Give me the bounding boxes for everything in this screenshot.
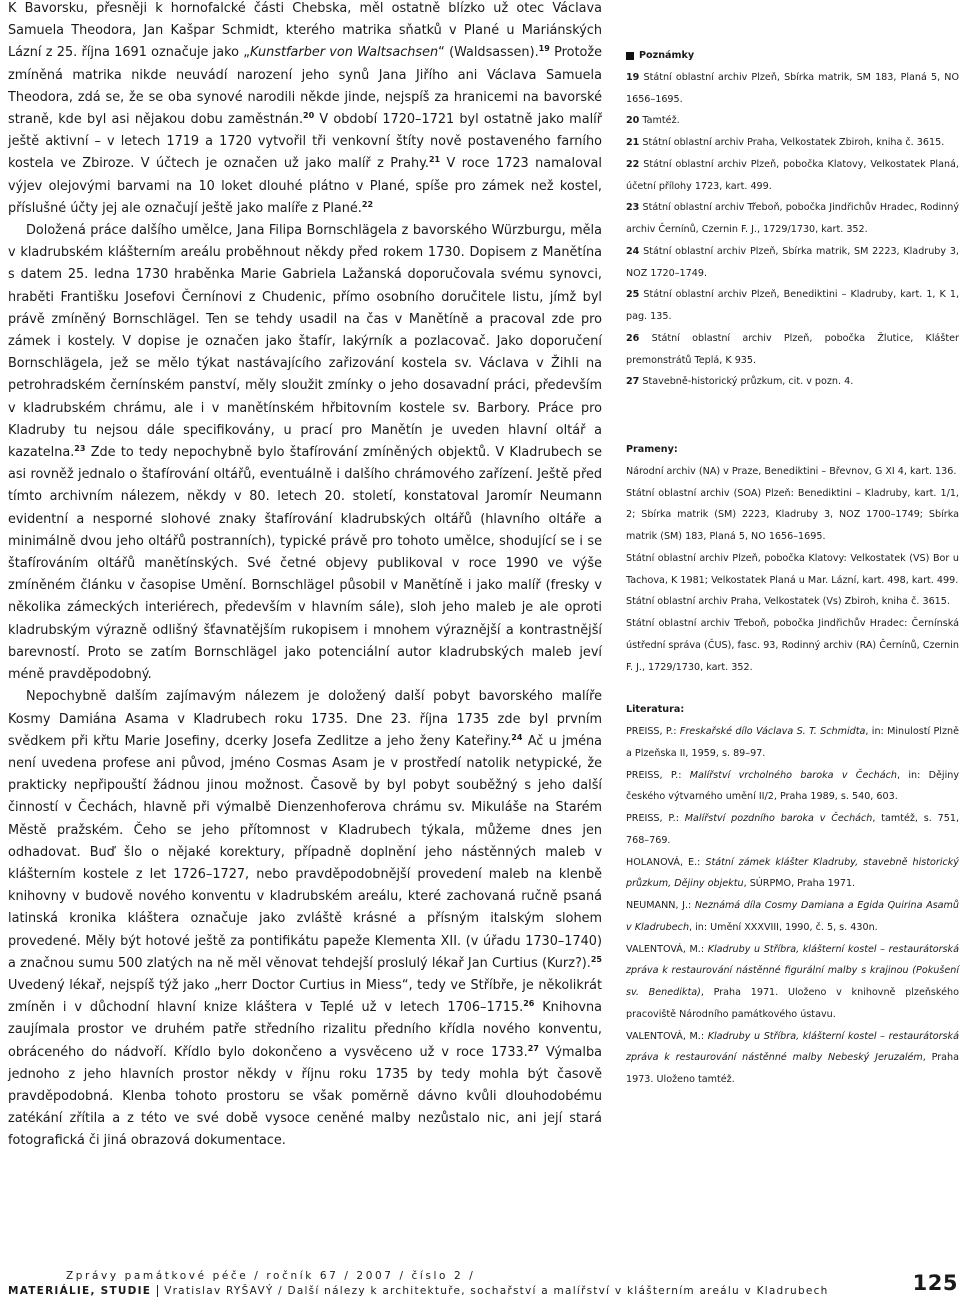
paragraph <box>8 220 602 686</box>
text: Výmalba jednoho z jeho hlavních prostor někdy v říjnu roku 1735 by tedy mohla být časově pravděpodobná. Klenba tohoto prostoru se však poměrně dávno kvůli dlouhodobému zatékání zřítila a z této ve své době vysoce ceněné malby nezůstalo nic, ani její stará fotografická či jiná obrazová dokumentace. <box>8 1044 602 1149</box>
literature-author: VALENTOVÁ, M.: <box>626 1030 708 1042</box>
literature-item <box>626 852 959 896</box>
italic-text: Kunstfarber von Waltsachsen <box>249 45 439 61</box>
note-item <box>626 284 959 328</box>
literature-item <box>626 808 959 852</box>
text: Uvedený lékař, nejspíš týž jako „herr Doctor Curtius in Miess“, tedy ve Stříbře, je několikrát zmíněn i v důchodní hlavní knize kláštera v Teplé už v letech 1706–1715. <box>8 977 602 1016</box>
section-label: MATERIÁLIE, STUDIE <box>8 1285 152 1297</box>
notes-list <box>626 67 959 393</box>
main-text <box>8 0 602 1153</box>
note-number: 24 <box>626 245 640 257</box>
note-item <box>626 241 959 285</box>
source-item: Národní archiv (NA) v Praze, Benediktini – Břevnov, G XI 4, kart. 136. <box>626 465 957 477</box>
text: Ač u jména není uvedena profese ani původ, jméno Cosmas Asam je v prostředí natolik netypické, že prakticky nepřipouští žádnou jinou možnost. Časově by byl pobyt souběžný s jeho další činností v Čechách, hlavně při výmalbě Dienzenhoferova chrámu sv. Mikuláše na Starém Městě pražském. Čeho se jeho přítomnost v Kladrubech týkala, můžeme dnes jen odhadovat. Buď šlo o nějaké korektury, případně doplnění jeho nástěnných maleb v klášterním kostele z let 1726–1727, nebo pravděpodobnější provedení maleb na klenbě knihovny v budově nového konventu v kladrubském areálu, které zachovaná ručně psaná latinská kronika kláštera označuje jako zvláště krásné a přísným italským slohem provedené. Měly být hotové ještě za pontifikátu papeže Klementa XII. (v úřadu 1730–1740) a značnou sumu 500 zlatých na ně měl věnovat tehdejší proslulý lékař Jan Curtius (Kurz?). <box>8 733 602 971</box>
note-item <box>626 328 959 372</box>
source-item: Státní oblastní archiv Praha, Velkostatek (Vs) Zbiroh, kniha č. 3615. <box>626 596 950 608</box>
article-title: Vratislav RYŠAVÝ / Další nálezy k architektuře, sochařství a malířství v klášterním areálu v Kladrubech <box>164 1285 829 1297</box>
literature-list <box>626 721 959 1091</box>
note-number: 22 <box>626 158 640 170</box>
literature-item <box>626 1026 959 1091</box>
note-number: 26 <box>626 332 640 344</box>
literature-details: , tamtéž, s. 751, 768–769. <box>626 813 959 846</box>
literature-author: NEUMANN, J.: <box>626 900 695 911</box>
sidebar <box>626 45 959 1091</box>
literature-title: Malířství vrcholného baroka v Čechách <box>689 769 897 781</box>
literature-author: HOLANOVÁ, E.: <box>626 856 706 868</box>
source-item: Státní oblastní archiv Třeboň, pobočka Jindřichův Hradec: Černínská ústřední správa (ČUS), fasc. 93, Rodinný archiv (RA) Černínů, Czernin F. J., 1729/1730, kart. 352. <box>626 618 959 673</box>
literature-author: PREISS, P.: <box>626 769 690 781</box>
text: K Bavorsku, přesněji k hornofalcké části Chebska, měl ostatně blízko už otec Václava Samuela Theodora, Jan Kašpar Schmidt, kterého matrika sňatků v Plané u Mariánských Lázní z 25. října 1691 označuje jako „ <box>8 1 602 61</box>
sources-heading: Prameny: <box>626 444 678 455</box>
literature-author: VALENTOVÁ, M.: <box>626 943 708 955</box>
footnote-ref[interactable]: 21 <box>428 155 441 165</box>
literature-title: Neznámá díla Cosmy Damiana a Egida Quirina Asamů v Kladrubech <box>626 900 959 933</box>
literature-details: , SÚRPMO, Praha 1971. <box>743 878 856 890</box>
note-number: 19 <box>626 71 640 83</box>
source-item: Státní oblastní archiv (SOA) Plzeň: Benediktini – Kladruby, kart. 1/1, 2; Sbírka matrik (SM) 2223, Kladruby 3, NOZ 1700–1749; Sbírka matrik (SM) 183, Planá 5, NO 1656–1695. <box>626 487 959 542</box>
note-item <box>626 67 959 111</box>
footnote-ref[interactable]: 23 <box>74 444 86 454</box>
note-item <box>626 132 959 154</box>
literature-details: , Praha 1971. Uloženo v knihovně plzeňského pracoviště Národního památkového ústavu. <box>626 987 959 1020</box>
text: V období 1720–1721 byl ostatně jako malíř ještě aktivní – v letech 1719 a 1720 vytvořil tři venkovní štíty nově postaveného farního kostela ve Zbiroze. V účtech je označen už jako malíř z Prahy. <box>8 112 602 172</box>
note-text: Státní oblastní archiv Plzeň, Benediktini – Kladruby, kart. 1, K 1, pag. 135. <box>626 289 959 322</box>
note-number: 23 <box>626 202 640 214</box>
literature-item <box>626 765 959 809</box>
footnote-ref[interactable]: 24 <box>511 732 523 742</box>
text: Nepochybně dalším zajímavým nálezem je doložený další pobyt bavorského malíře Kosmy Damiána Asama v Kladrubech roku 1735. Dne 23. října 1735 zde byl prvním svědkem při křtu Marie Josefiny, dcerky Josefa Zedlitze a jeho ženy Kateřiny. <box>8 689 602 749</box>
notes-heading-text: Poznámky <box>639 50 695 61</box>
text: Zde to tedy nepochybně bylo štafírování zmíněných objektů. V Kladrubech se asi rovněž jednalo o štafírování oltářů, eventuálně i dalšího chrámového zařízení. Ještě před tímto archivním nálezem, někdy v 80. letech 20. století, konstatoval Jaromír Neumann evidentní a nesporné slohové znaky štafírování kladrubských oltářů (hlavního oltáře a minimálně dvou jeho oltářů postranních), typické právě pro tohoto umělce, shodující se i se štafírováním oltářů manětínských. Své četné objevy publikoval v roce 1990 ve výše zmíněném článku v časopise Umění. Bornschlägel působil v Manětíně i jako malíř (fresky v několika zámeckých interiérech, především v hlavním sále), sloh jeho maleb je ale oproti kladrubským výrazně odlišný šťavnatějším rukopisem i mnohem výraznější a kontrastnější barevností. Proto se zatím Bornschlägel jako potenciální autor kladrubských maleb jeví méně pravděpodobný. <box>8 445 602 683</box>
footnote-ref[interactable]: 19 <box>538 44 550 54</box>
note-text: Státní oblastní archiv Třeboň, pobočka Jindřichův Hradec, Rodinný archiv Černínů, Czernin F. J., 1729/1730, kart. 352. <box>626 202 959 235</box>
literature-title: Kladruby u Stříbra, klášterní kostel – restaurátorská zpráva k restaurování nástěnné malby Nebeský Jeruzalém <box>626 1030 959 1064</box>
note-text: Státní oblastní archiv Plzeň, pobočka Klatovy, Velkostatek Planá, účetní přílohy 1723, kart. 499. <box>626 158 959 192</box>
text: Knihovna zaujímala prostor ve druhém patře středního rizalitu předního křídla nového konventu, obráceného do nádvoří. Křídlo bylo dokončeno a vysvěceno už v roce 1733. <box>8 1000 602 1060</box>
literature-author: PREISS, P.: <box>626 726 680 737</box>
literature-title: Malířství pozdního baroka v Čechách <box>684 813 873 824</box>
square-bullet-icon <box>626 52 634 60</box>
literature-title: Státní zámek klášter Kladruby, stavebně historický průzkum, Dějiny objektu <box>626 856 959 890</box>
note-text: Stavebně-historický průzkum, cit. v pozn. 4. <box>639 376 854 388</box>
paragraph <box>8 0 602 220</box>
note-number: 20 <box>626 115 640 127</box>
note-text: Státní oblastní archiv Praha, Velkostatek Zbiroh, kniha č. 3615. <box>639 137 945 148</box>
series-line <box>8 1285 829 1297</box>
footnote-ref[interactable]: 20 <box>303 111 315 121</box>
text: “ (Waldsassen). <box>438 45 539 61</box>
literature-item <box>626 721 959 765</box>
sources-list <box>626 461 959 679</box>
text: Protože zmíněná matrika nikde neuvádí narození jeho synů Jana Jiřího ani Václava Samuela Theodora, zdá se, že se oba synové narodili někde jinde, nejspíš za hranicemi na bavorské straně, kde byl asi nějakou dobu zaměstnán. <box>8 45 603 128</box>
note-item <box>626 371 959 393</box>
literature-details: , Praha 1973. Uloženo tamtéž. <box>626 1052 959 1085</box>
note-text: Státní oblastní archiv Plzeň, Sbírka matrik, SM 183, Planá 5, NO 1656–1695. <box>626 71 959 105</box>
page-number: 125 <box>912 1271 958 1295</box>
literature-details: , in: Umění XXXVIII, 1990, č. 5, s. 430n. <box>689 921 878 933</box>
footnote-ref[interactable]: 26 <box>523 999 535 1009</box>
note-text: Tamtéž. <box>639 115 680 127</box>
literature-title: Kladruby u Stříbra, klášterní kostel – restaurátorská zpráva k restaurování nástěnné figurální malby s krajinou (Pokušení sv. Benedikta) <box>626 943 959 998</box>
literature-details: , in: Dějiny českého výtvarného umění II/2, Praha 1989, s. 540, 603. <box>626 769 959 803</box>
note-item <box>626 154 959 198</box>
note-number: 21 <box>626 137 640 148</box>
footnote-ref[interactable]: 25 <box>590 954 602 964</box>
literature-author: PREISS, P.: <box>626 813 685 824</box>
text: V roce 1723 namaloval výjev olejovými barvami na 10 loket dlouhé plátno v Plané, spíše pro zámek než kostel, příslušné účty jej ale označují ještě jako malíře z Plané. <box>8 156 602 216</box>
literature-item <box>626 939 959 1026</box>
note-text: Státní oblastní archiv Plzeň, Sbírka matrik, SM 2223, Kladruby 3, NOZ 1720–1749. <box>626 245 959 279</box>
source-item: Státní oblastní archiv Plzeň, pobočka Klatovy: Velkostatek (VS) Bor u Tachova, K 1981; Velkostatek Planá u Mar. Lázní, kart. 498, kart. 499. <box>626 552 959 586</box>
note-item <box>626 110 959 132</box>
divider <box>157 1285 158 1297</box>
literature-heading: Literatura: <box>626 704 685 716</box>
text: Doložená práce dalšího umělce, Jana Filipa Bornschlägela z bavorského Würzburgu, měla v kladrubském klášterním areálu proběhnout někdy před rokem 1730. Dopisem z Manětína s datem 25. ledna 1730 hraběnka Marie Gabriela Lažanská doporučovala svému synovci, hraběti Františku Josefovi Černínovi z Chudenic, přímo osobního doručitele listu, jímž byl právě zmíněný Bornschlägel. Ten se tehdy usadil na čas v Manětíně a pracoval zde pro zámek i kostely. V dopise je označen jako štafír, lakýrník a pozlacovač. Jako doporučení Bornschlägela, jež se mělo týkat nastávajícího zařizování kostela sv. Václava v Žihli na petrohradském černínském panství, měly sloužit zmínky o jeho dosavadní práci, především v kladrubském chrámu, ale i v manětínském hřbitovním kostele sv. Barbory. Práce pro Kladruby tu nejsou dále specifikovány, u prací pro Manětín je uveden hlavní oltář a kazatelna. <box>8 223 602 461</box>
literature-title: Freskařské dílo Václava S. T. Schmidta <box>679 726 866 737</box>
notes-heading <box>626 45 959 67</box>
literature-item <box>626 895 959 939</box>
footnote-ref[interactable]: 22 <box>361 199 374 209</box>
note-item <box>626 197 959 241</box>
literature-details: , in: Minulostí Plzně a Plzeňska II, 1959, s. 89–97. <box>626 726 959 759</box>
paragraph <box>8 686 602 1152</box>
note-number: 25 <box>626 289 640 301</box>
note-number: 27 <box>626 376 640 388</box>
note-text: Státní oblastní archiv Plzeň, pobočka Žlutice, Klášter premonstrátů Teplá, K 935. <box>626 332 959 366</box>
footnote-ref[interactable]: 27 <box>527 1043 539 1053</box>
journal-info: Zprávy památkové péče / ročník 67 / 2007 / číslo 2 / <box>66 1270 476 1282</box>
